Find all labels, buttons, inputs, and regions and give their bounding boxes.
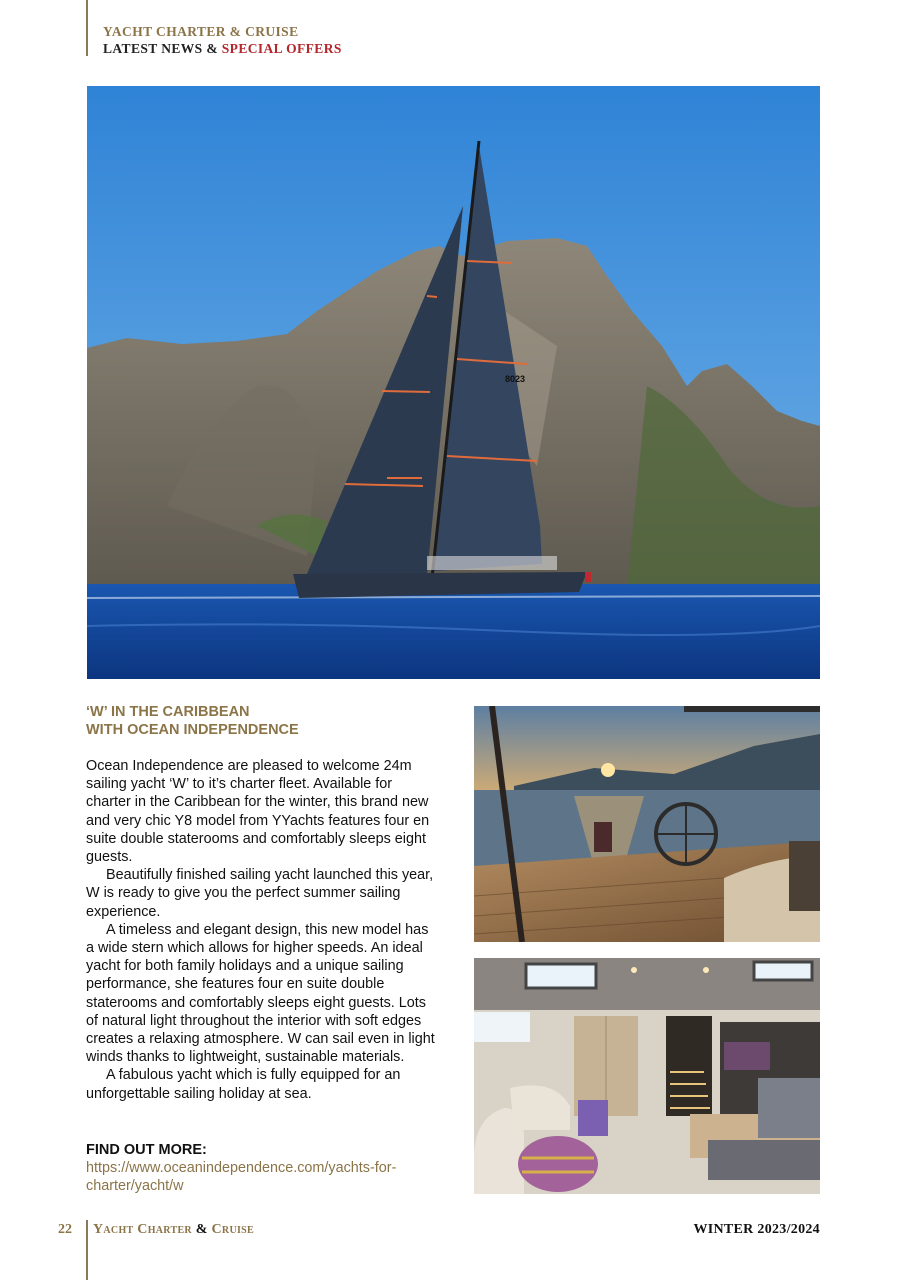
magazine-title: YACHT CHARTER & CRUISE xyxy=(103,24,299,39)
header-rule xyxy=(86,0,88,56)
footer-brand-part1: Yacht Charter xyxy=(93,1222,196,1237)
sail-number: 8023 xyxy=(505,374,526,384)
hero-photo-sailing-yacht xyxy=(87,86,820,679)
headline-line-1: ‘W’ IN THE CARIBBEAN xyxy=(86,704,250,720)
photo-deck-sunset xyxy=(474,706,820,942)
footer-brand-part2: Cruise xyxy=(207,1222,254,1237)
footer-brand xyxy=(93,1222,254,1238)
footer-rule xyxy=(86,1220,88,1280)
page-number: 22 xyxy=(58,1222,72,1237)
article-link[interactable]: https://www.oceanindependence.com/yachts-for-charter/yacht/w xyxy=(86,1160,397,1195)
paragraph: Ocean Independence are pleased to welcome 24m sailing yacht ‘W’ to it’s charter fleet. Available for charter in the Caribbean for the winter, this brand new and very chic Y8 model from YYachts features four en suite double staterooms and comfortably sleeps eight guests. xyxy=(86,758,430,866)
paragraph: Beautifully finished sailing yacht launched this year, W is ready to give you the perfect summer sailing experience. xyxy=(86,867,434,920)
issue-label: WINTER 2023/2024 xyxy=(693,1222,820,1237)
paragraph: A fabulous yacht which is fully equipped for an unforgettable sailing holiday at sea. xyxy=(86,1067,401,1102)
headline-line-2: WITH OCEAN INDEPENDENCE xyxy=(86,722,299,738)
section-title-prefix: LATEST NEWS & xyxy=(103,41,222,56)
article-body xyxy=(86,757,436,1103)
photo-saloon-interior xyxy=(474,958,820,1194)
article-headline xyxy=(86,703,446,739)
section-title-highlight: SPECIAL OFFERS xyxy=(221,41,342,56)
find-out-more xyxy=(86,1141,436,1195)
footer-brand-amp: & xyxy=(195,1222,208,1237)
paragraph: A timeless and elegant design, this new model has a wide stern which allows for higher speeds. An ideal yacht for both family holidays and a unique sailing performance, she features four en suite double staterooms and comfortably sleeps eight guests. Lots of natural light throughout the interior with soft edges creates a relaxing atmosphere. W can sail even in light winds thanks to lightweight, sustainable materials. xyxy=(86,921,435,1066)
section-title xyxy=(103,41,342,57)
find-out-more-label: FIND OUT MORE: xyxy=(86,1142,207,1158)
